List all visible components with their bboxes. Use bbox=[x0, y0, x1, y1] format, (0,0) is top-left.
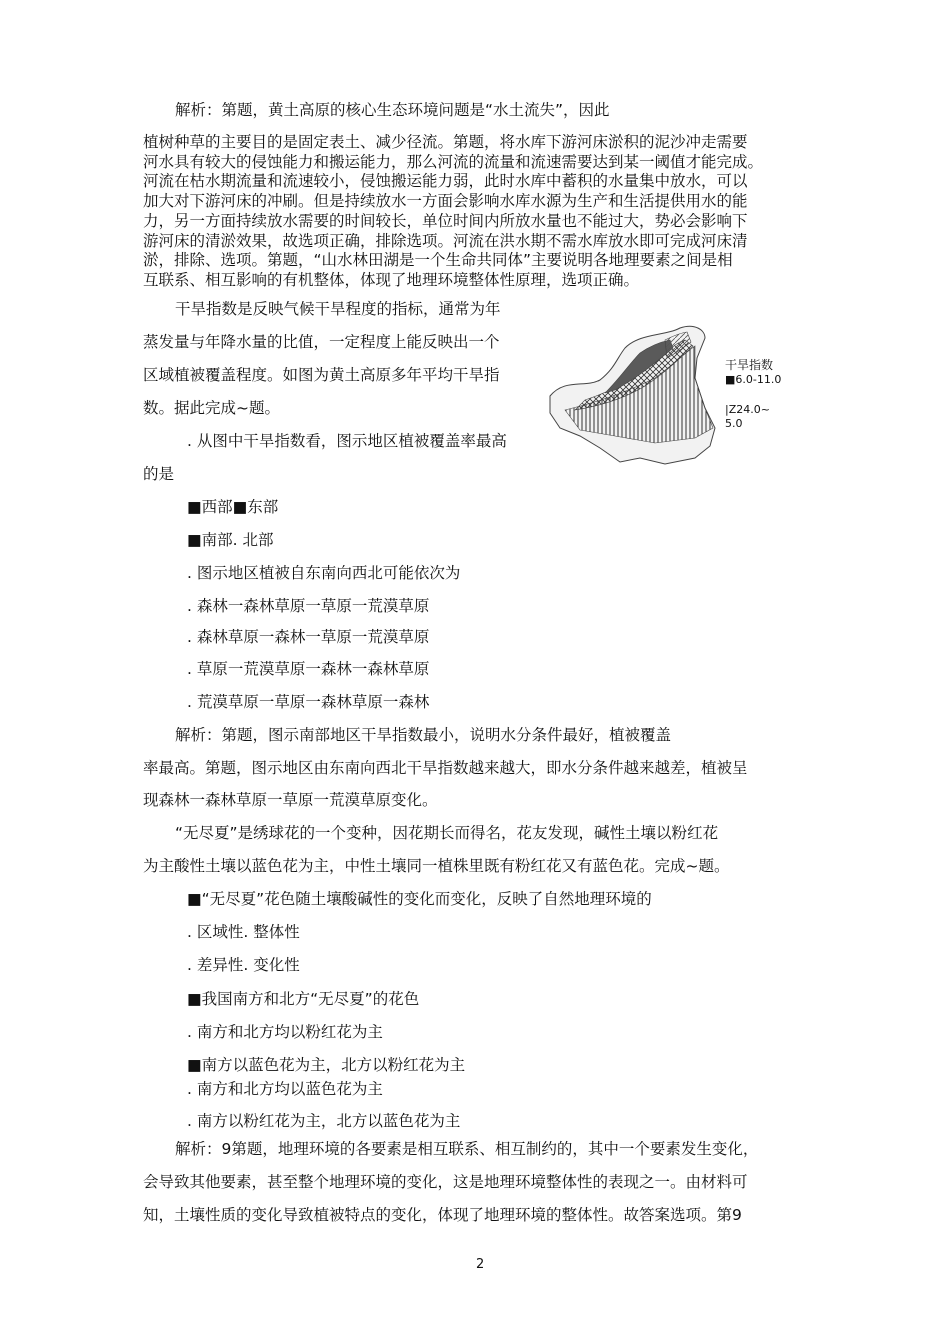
analysis-2-line: 现森林一森林草原一草原一荒漠草原变化。 bbox=[143, 791, 438, 809]
map-legend-title: 干旱指数 bbox=[725, 358, 774, 372]
question-2-option: . 森林草原一森林一草原一荒漠草原 bbox=[187, 628, 430, 646]
analysis-2-line: 率最高。第题，图示地区由东南向西北干旱指数越来越大，即水分条件越来越差，植被呈 bbox=[143, 759, 748, 777]
map-legend-item: ■6.0-11.0 bbox=[725, 373, 782, 386]
question-1-stem: . 从图中干旱指数看，图示地区植被覆盖率最高 bbox=[187, 432, 507, 450]
hydrangea-material: “无尽夏”是绣球花的一个变种，因花期长而得名，花友发现，碱性土壤以粉红花 bbox=[175, 824, 719, 842]
text-line: 淤，排除、选项。第题，“山水林田湖是一个生命共同体”主要说明各地理要素之间是相 bbox=[143, 251, 733, 270]
text-line: 互联系、相互影响的有机整体，体现了地理环境整体性原理，选项正确。 bbox=[143, 270, 640, 289]
question-1-stem-cont: 的是 bbox=[143, 465, 175, 483]
question-3-option: . 差异性. 变化性 bbox=[187, 956, 300, 974]
analysis-header-line: 解析：第题，黄土高原的核心生态环境问题是“水土流失”，因此 bbox=[175, 101, 610, 119]
question-2-stem: . 图示地区植被自东南向西北可能依次为 bbox=[187, 564, 461, 582]
analysis-3-line: 知，土壤性质的变化导致植被特点的变化，体现了地理环境的整体性。故答案选项。第9 bbox=[143, 1206, 742, 1224]
hydrangea-material: 为主酸性土壤以蓝色花为主，中性土壤同一植株里既有粉红花又有蓝色花。完成~题。 bbox=[143, 857, 730, 875]
text-line: 河流在枯水期流量和流速较小，侵蚀搬运能力弱，此时水库中蓄积的水量集中放水，可以 bbox=[143, 172, 748, 191]
question-4-option: . 南方以粉红花为主，北方以蓝色花为主 bbox=[187, 1112, 461, 1130]
question-2-option: . 森林一森林草原一草原一荒漠草原 bbox=[187, 597, 430, 615]
intro-line: 蒸发量与年降水量的比值，一定程度上能反映出一个 bbox=[143, 333, 500, 351]
page-number: 2 bbox=[476, 1257, 485, 1272]
analysis-paragraph-1 bbox=[143, 133, 823, 291]
question-4-option: ■南方以蓝色花为主，北方以粉红花为主 bbox=[187, 1056, 466, 1074]
intro-line: 数。据此完成~题。 bbox=[143, 399, 280, 417]
analysis-3-line: 解析：9第题，地理环境的各要素是相互联系、相互制约的，其中一个要素发生变化， bbox=[175, 1140, 759, 1158]
map-legend-item: |Z24.0~ bbox=[725, 403, 770, 416]
intro-line: 区域植被覆盖程度。如图为黄土高原多年平均干旱指 bbox=[143, 366, 500, 384]
question-3-option: . 区域性. 整体性 bbox=[187, 923, 300, 941]
question-4-stem: ■我国南方和北方“无尽夏”的花色 bbox=[187, 990, 420, 1008]
analysis-3-line: 会导致其他要素，甚至整个地理环境的变化，这是地理环境整体性的表现之一。由材料可 bbox=[143, 1173, 748, 1191]
analysis-2-line: 解析：第题，图示南部地区干旱指数最小，说明水分条件最好，植被覆盖 bbox=[175, 726, 672, 744]
map-legend-item: 5.0 bbox=[725, 417, 743, 430]
question-2-option: . 草原一荒漠草原一森林一森林草原 bbox=[187, 660, 430, 678]
question-3-stem: ■“无尽夏”花色随土壤酸碱性的变化而变化，反映了自然地理环境的 bbox=[187, 890, 652, 908]
text-line: 河水具有较大的侵蚀能力和搬运能力，那么河流的流量和流速需要达到某一阈值才能完成。 bbox=[143, 152, 764, 171]
question-4-option: . 南方和北方均以粉红花为主 bbox=[187, 1023, 383, 1041]
text-line: 植树种草的主要目的是固定表土、减少径流。第题，将水库下游河床淤积的泥沙冲走需要 bbox=[143, 133, 748, 151]
question-4-option: . 南方和北方均以蓝色花为主 bbox=[187, 1080, 383, 1098]
intro-line: 干旱指数是反映气候干旱程度的指标，通常为年 bbox=[175, 300, 501, 318]
loess-plateau-aridity-map bbox=[545, 318, 790, 468]
question-1-options-row: ■南部. 北部 bbox=[187, 531, 274, 549]
text-line: 力，另一方面持续放水需要的时间较长，单位时间内所放水量也不能过大，势必会影响下 bbox=[143, 211, 748, 230]
text-line: 游河床的清淤效果，故选项正确，排除选项。河流在洪水期不需水库放水即可完成河床清 bbox=[143, 231, 748, 250]
question-1-options-row: ■西部■东部 bbox=[187, 498, 279, 516]
text-line: 加大对下游河床的冲刷。但是持续放水一方面会影响水库水源为生产和生活提供用水的能 bbox=[143, 192, 748, 211]
question-2-option: . 荒漠草原一草原一森林草原一森林 bbox=[187, 693, 430, 711]
